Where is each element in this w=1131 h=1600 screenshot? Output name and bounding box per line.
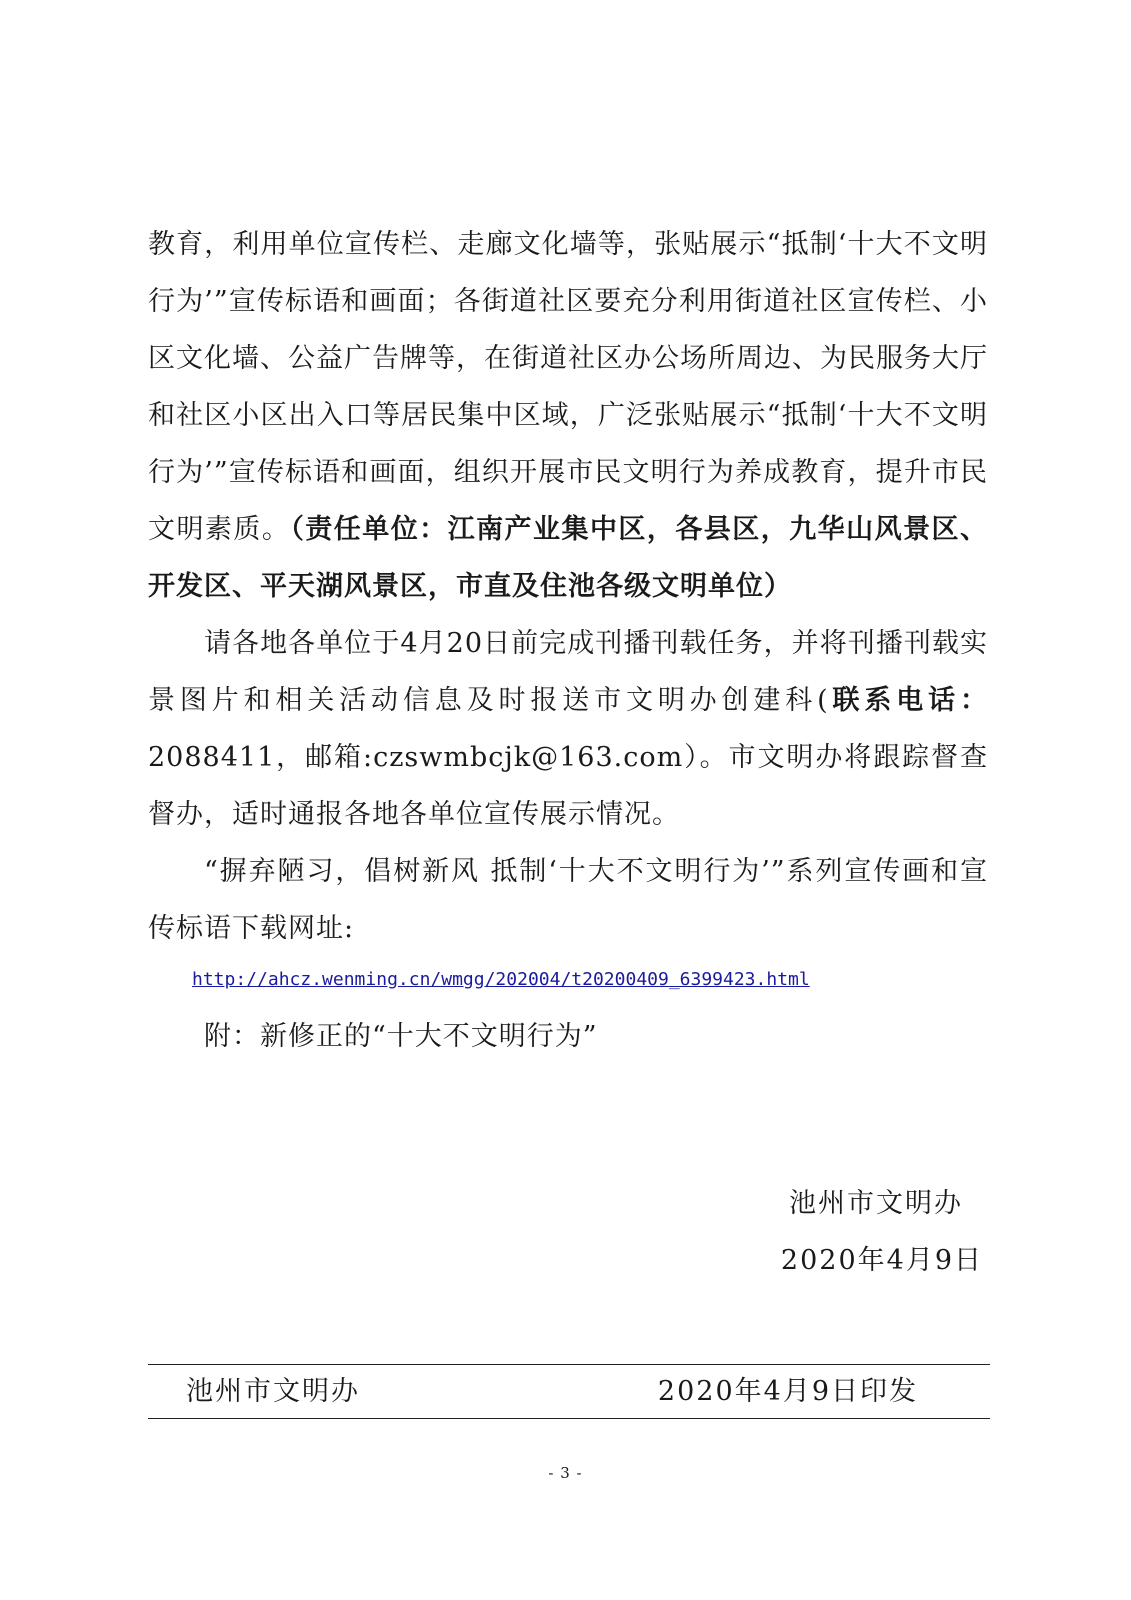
paragraph-1 <box>148 216 988 615</box>
paragraph-2-text: 请各地各单位于4月20日前完成刊播刊载任务，并将刊播刊载实景图片和相关活动信息及时报送市文明办创建科( <box>148 628 988 716</box>
footer-org: 池州市文明办 <box>186 1376 360 1407</box>
document-body <box>148 216 988 1065</box>
footer-issue-line <box>148 1366 990 1418</box>
paragraph-3: “摒弃陋习，倡树新风 抵制‘十大不文明行为’”系列宣传画和宣传标语下载网址: <box>148 856 988 944</box>
footer-top-rule <box>148 1364 990 1365</box>
paragraph-2 <box>148 615 988 843</box>
footer-issue-date: 2020年4月9日印发 <box>657 1376 918 1407</box>
contact-label: 联系电话： <box>828 685 988 716</box>
responsible-units: （责任单位：江南产业集中区，各县区，九华山风景区、开发区、平天湖风景区，市直及住池各级文明单位） <box>148 514 988 602</box>
download-url-link[interactable]: http://ahcz.wenming.cn/wmgg/202004/t20200409_6399423.html <box>192 969 810 990</box>
paragraph-1-text: 教育，利用单位宣传栏、走廊文化墙等，张贴展示“抵制‘十大不文明行为’”宣传标语和画面；各街道社区要充分利用街道社区宣传栏、小区文化墙、公益广告牌等，在街道社区办公场所周边、为民服务大厅和社区小区出入口等居民集中区域，广泛张贴展示“抵制‘十大不文明行为’”宣传标语和画面，组织开展市民文明行为养成教育，提升市民文明素质。 <box>148 229 988 545</box>
page-number: - 3 - <box>548 1464 583 1482</box>
attachment-note: 附：新修正的“十大不文明行为” <box>204 1021 598 1052</box>
signature-org: 池州市文明办 <box>789 1188 963 1219</box>
download-url-line <box>148 957 988 1002</box>
footer-bottom-rule <box>148 1418 990 1419</box>
signature-date: 2020年4月9日 <box>780 1245 983 1276</box>
contact-details: 2088411，邮箱:czswmbcjk@163.com）。市文明办将跟踪督查督办，适时通报各地各单位宣传展示情况。 <box>148 742 988 830</box>
signature-block <box>781 1175 983 1289</box>
